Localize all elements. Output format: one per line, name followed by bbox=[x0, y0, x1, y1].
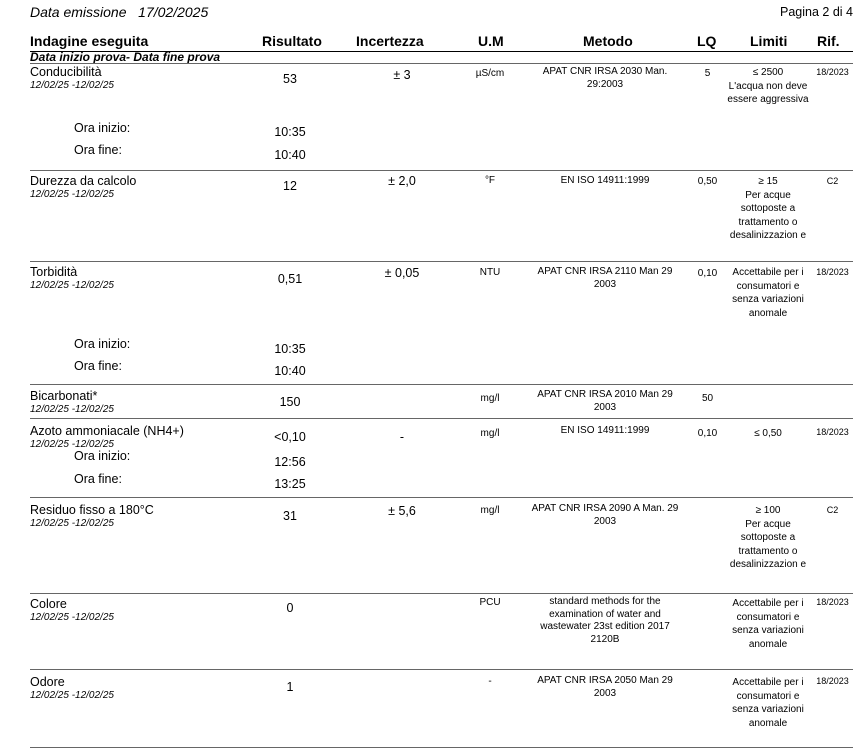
unit-value: - bbox=[488, 676, 492, 687]
test-dates: 12/02/25 -12/02/25 bbox=[30, 80, 114, 91]
row-name-cell bbox=[30, 675, 114, 701]
method-value: EN ISO 14911:1999 bbox=[560, 175, 650, 186]
test-name: Residuo fisso a 180°C bbox=[30, 503, 154, 517]
row-divider bbox=[30, 669, 853, 670]
lq-value: 5 bbox=[704, 68, 711, 79]
lq-value: 0,50 bbox=[697, 176, 718, 187]
ref-value: 18/2023 bbox=[816, 267, 849, 277]
result-value: 1 bbox=[286, 680, 294, 694]
row-divider bbox=[30, 497, 853, 498]
test-name: Conducibilità bbox=[30, 65, 102, 79]
uncertainty-value: ± 2,0 bbox=[388, 174, 416, 188]
method-value: standard methods for the examination of water and wastewater 23st edition 2017 2120B bbox=[540, 596, 670, 645]
unit-value: °F bbox=[484, 175, 496, 186]
uncertainty-value: ± 5,6 bbox=[388, 504, 416, 518]
result-value: 0 bbox=[286, 601, 294, 615]
test-dates: 12/02/25 -12/02/25 bbox=[30, 518, 114, 529]
col-method: Metodo bbox=[583, 33, 633, 49]
result-value: 150 bbox=[279, 395, 301, 409]
limit-note: L'acqua non deve essere aggressiva bbox=[727, 80, 809, 105]
col-subheader: Data inizio prova- Data fine prova bbox=[30, 50, 221, 64]
uncertainty-value: - bbox=[399, 430, 405, 444]
col-limits: Limiti bbox=[750, 33, 788, 49]
method-value: APAT CNR IRSA 2110 Man 29 2003 bbox=[537, 266, 673, 290]
result-value: <0,10 bbox=[274, 430, 306, 444]
col-uncertainty: Incertezza bbox=[356, 33, 424, 49]
test-dates: 12/02/25 -12/02/25 bbox=[30, 690, 114, 701]
unit-value: mg/l bbox=[480, 393, 500, 404]
end-time-value: 10:40 bbox=[274, 148, 306, 162]
ref-value: 18/2023 bbox=[816, 67, 849, 77]
row-divider bbox=[30, 170, 853, 171]
ref-value: C2 bbox=[826, 505, 839, 515]
issue-date: 17/02/2025 bbox=[138, 4, 209, 20]
limit-cell bbox=[726, 597, 810, 651]
test-name: Torbidità bbox=[30, 265, 78, 279]
limit-note: Per acque sottoposte a trattamento o desalinizzazion e bbox=[729, 189, 807, 241]
lq-value: 0,10 bbox=[697, 428, 718, 439]
ref-value: 18/2023 bbox=[816, 427, 849, 437]
unit-value: µS/cm bbox=[475, 68, 505, 79]
col-test: Indagine eseguita bbox=[30, 33, 149, 49]
row-divider bbox=[30, 384, 853, 385]
end-time-value: 10:40 bbox=[274, 364, 306, 378]
issue-date-line bbox=[30, 4, 208, 20]
limit-value: ≥ 100 bbox=[755, 505, 781, 516]
start-time-value: 10:35 bbox=[274, 125, 306, 139]
method-value: APAT CNR IRSA 2010 Man 29 2003 bbox=[537, 389, 673, 413]
lq-value: 0,10 bbox=[697, 268, 718, 279]
end-time-value: 13:25 bbox=[274, 477, 306, 491]
limit-note: Per acque sottoposte a trattamento o desalinizzazion e bbox=[729, 518, 807, 570]
start-time-label: Ora inizio: bbox=[74, 449, 131, 463]
row-name-cell bbox=[30, 389, 114, 415]
test-dates: 12/02/25 -12/02/25 bbox=[30, 189, 114, 200]
page-number: Pagina 2 di 4 bbox=[780, 5, 853, 19]
end-time-label: Ora fine: bbox=[74, 359, 122, 373]
limit-value: ≤ 2500 bbox=[752, 67, 784, 78]
col-result: Risultato bbox=[262, 33, 322, 49]
limit-cell bbox=[726, 676, 810, 730]
method-value: APAT CNR IRSA 2090 A Man. 29 2003 bbox=[531, 503, 679, 527]
unit-value: PCU bbox=[479, 597, 501, 608]
limit-value: ≤ 0,50 bbox=[754, 428, 782, 439]
end-time-label: Ora fine: bbox=[74, 143, 122, 157]
limit-cell bbox=[726, 266, 810, 320]
col-lq: LQ bbox=[697, 33, 717, 49]
row-divider bbox=[30, 593, 853, 594]
ref-value: 18/2023 bbox=[816, 597, 849, 607]
test-dates: 12/02/25 -12/02/25 bbox=[30, 280, 114, 291]
limit-cell bbox=[726, 66, 810, 107]
unit-value: mg/l bbox=[480, 428, 500, 439]
row-name-cell bbox=[30, 265, 114, 291]
subheader-rule bbox=[30, 63, 853, 64]
start-time-value: 10:35 bbox=[274, 342, 306, 356]
row-name-cell bbox=[30, 503, 154, 529]
limit-note: Accettabile per i consumatori e senza variazioni anomale bbox=[732, 267, 804, 319]
row-divider bbox=[30, 261, 853, 262]
method-value: APAT CNR IRSA 2030 Man. 29:2003 bbox=[542, 66, 668, 90]
row-name-cell bbox=[30, 424, 184, 450]
row-divider bbox=[30, 747, 853, 748]
test-name: Colore bbox=[30, 597, 67, 611]
limit-note: Accettabile per i consumatori e senza variazioni anomale bbox=[732, 598, 804, 650]
test-name: Azoto ammoniacale (NH4+) bbox=[30, 424, 184, 438]
unit-value: mg/l bbox=[480, 505, 500, 516]
col-ref: Rif. bbox=[817, 33, 840, 49]
ref-value: 18/2023 bbox=[816, 676, 849, 686]
method-value: EN ISO 14911:1999 bbox=[560, 425, 650, 436]
row-divider bbox=[30, 418, 853, 419]
start-time-label: Ora inizio: bbox=[74, 337, 131, 351]
test-name: Bicarbonati* bbox=[30, 389, 98, 403]
test-name: Odore bbox=[30, 675, 65, 689]
test-dates: 12/02/25 -12/02/25 bbox=[30, 612, 114, 623]
test-name: Durezza da calcolo bbox=[30, 174, 137, 188]
uncertainty-value: ± 3 bbox=[393, 68, 411, 82]
end-time-label: Ora fine: bbox=[74, 472, 122, 486]
method-value: APAT CNR IRSA 2050 Man 29 2003 bbox=[537, 675, 673, 699]
issue-label: Data emissione bbox=[30, 4, 127, 20]
limit-cell bbox=[726, 427, 810, 441]
row-name-cell bbox=[30, 174, 136, 200]
test-dates: 12/02/25 -12/02/25 bbox=[30, 439, 114, 450]
limit-cell bbox=[726, 175, 810, 243]
limit-cell bbox=[726, 504, 810, 572]
row-name-cell bbox=[30, 65, 114, 91]
test-dates: 12/02/25 -12/02/25 bbox=[30, 404, 114, 415]
row-name-cell bbox=[30, 597, 114, 623]
limit-note: Accettabile per i consumatori e senza variazioni anomale bbox=[732, 677, 804, 729]
result-value: 0,51 bbox=[277, 272, 303, 286]
ref-value: C2 bbox=[826, 176, 839, 186]
result-value: 12 bbox=[283, 179, 297, 193]
start-time-value: 12:56 bbox=[274, 455, 306, 469]
uncertainty-value: ± 0,05 bbox=[384, 266, 420, 280]
lq-value: 50 bbox=[701, 393, 714, 404]
result-value: 53 bbox=[283, 72, 297, 86]
result-value: 31 bbox=[283, 509, 297, 523]
start-time-label: Ora inizio: bbox=[74, 121, 131, 135]
col-unit: U.M bbox=[478, 33, 504, 49]
limit-value: ≥ 15 bbox=[758, 176, 778, 187]
unit-value: NTU bbox=[479, 267, 501, 278]
